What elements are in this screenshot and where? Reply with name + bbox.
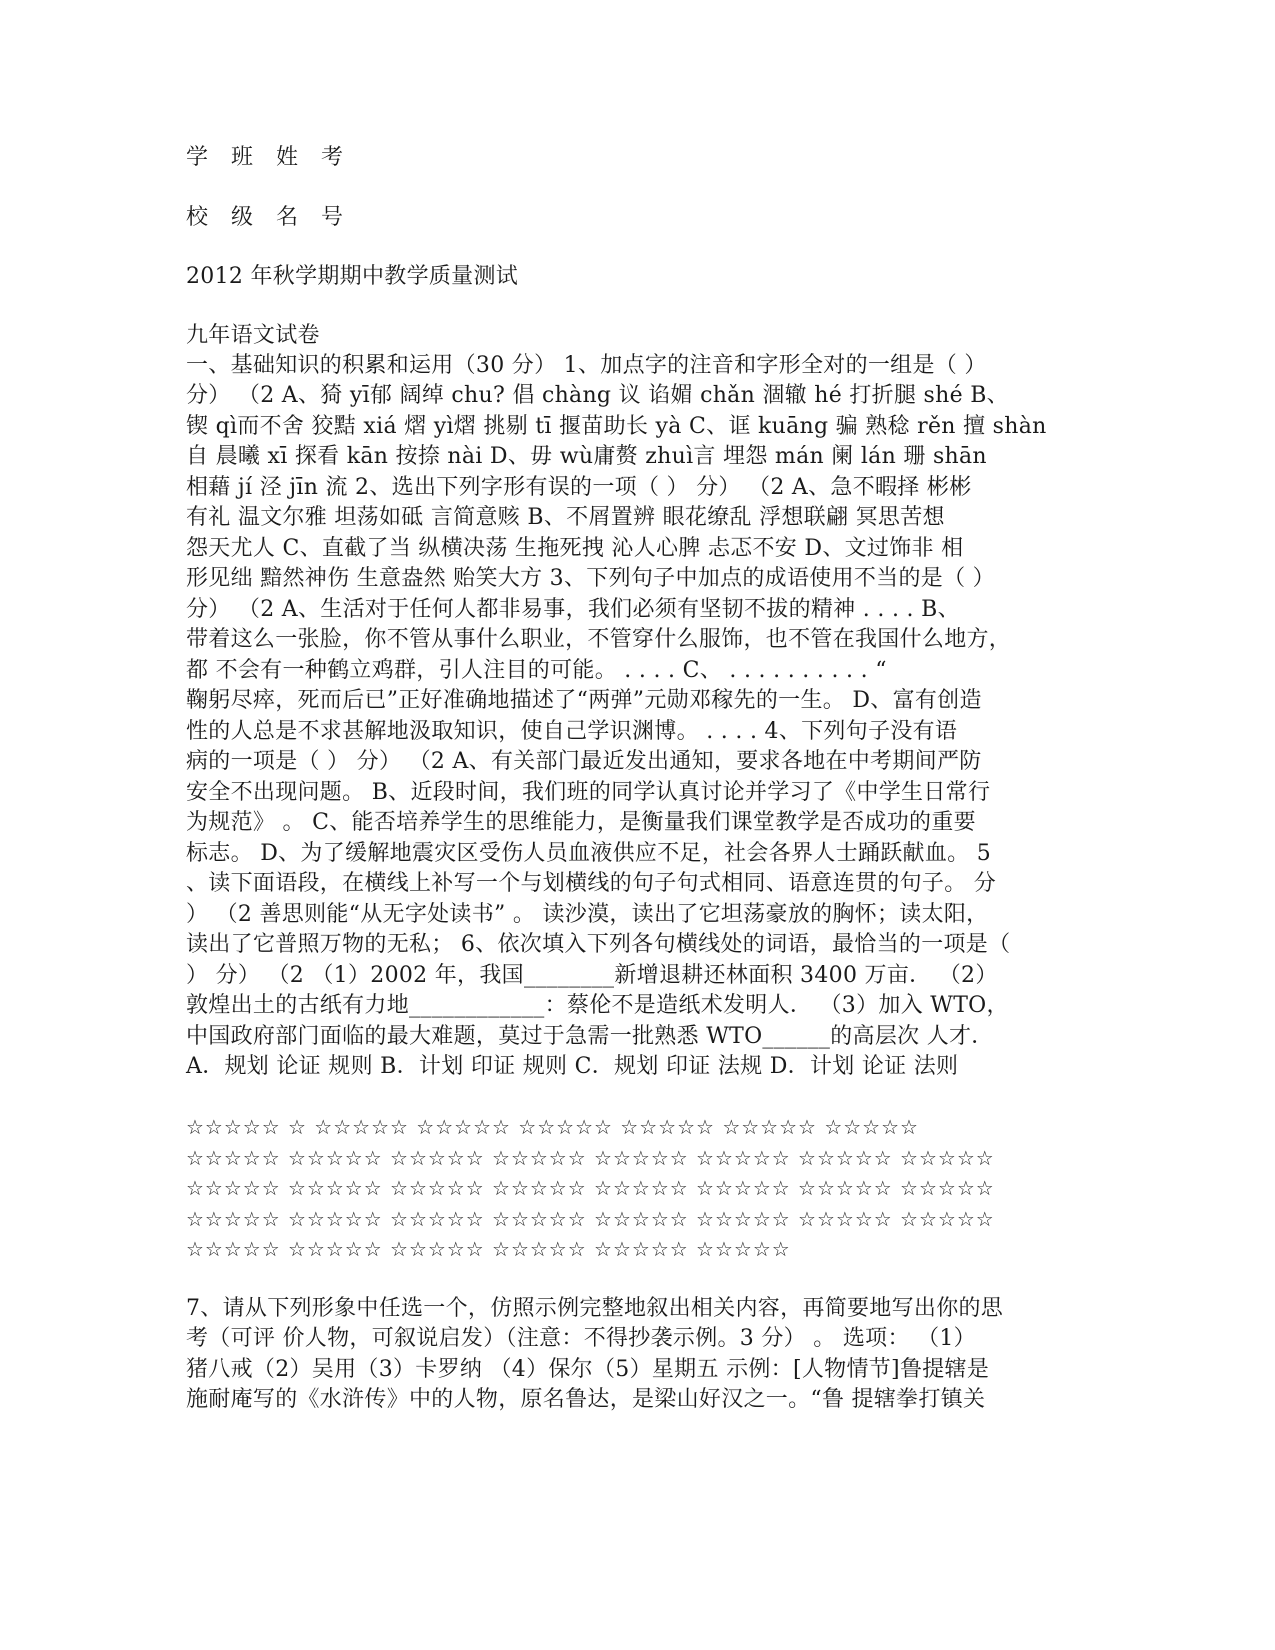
header-row-1: 学 班 姓 考 <box>186 145 351 170</box>
body-line: 为规范》 。 C、能否培养学生的思维能力，是衡量我们课堂教学是否成功的重要 <box>186 810 976 835</box>
body-line: 分） （2 A、生活对于任何人都非易事，我们必须有坚韧不拔的精神 . . . . B、 <box>186 597 960 622</box>
body-line: ） （2 善思则能“从无字处读书” 。 读沙漠，读出了它坦荡豪放的胸怀；读太阳， <box>186 902 989 927</box>
body-line: A．规划 论证 规则 B．计划 印证 规则 C．规划 印证 法规 D．计划 论证 法则 <box>186 1054 959 1079</box>
exam-title: 2012 年秋学期期中教学质量测试 <box>186 264 519 289</box>
body-line: 都 不会有一种鹤立鸡群，引人注目的可能。 . . . . C、 . . . . . . . . . . “ <box>186 658 887 683</box>
body-line: 形见绌 黯然神伤 生意盎然 贻笑大方 3、下列句子中加点的成语使用不当的是（ ） <box>186 566 995 591</box>
star-rating-line: ☆☆☆☆☆ ☆ ☆☆☆☆☆ ☆☆☆☆☆ ☆☆☆☆☆ ☆☆☆☆☆ ☆☆☆☆☆ ☆☆☆☆☆ <box>186 1115 919 1139</box>
star-rating-line: ☆☆☆☆☆ ☆☆☆☆☆ ☆☆☆☆☆ ☆☆☆☆☆ ☆☆☆☆☆ ☆☆☆☆☆ ☆☆☆☆☆ ☆☆☆☆☆ <box>186 1176 995 1200</box>
exam-subtitle: 九年语文试卷 <box>186 323 320 348</box>
star-rating-line: ☆☆☆☆☆ ☆☆☆☆☆ ☆☆☆☆☆ ☆☆☆☆☆ ☆☆☆☆☆ ☆☆☆☆☆ ☆☆☆☆☆ ☆☆☆☆☆ <box>186 1207 995 1231</box>
header-row-2: 校 级 名 号 <box>186 205 351 230</box>
body-line: 读出了它普照万物的无私； 6、依次填入下列各句横线处的词语，最恰当的一项是（ <box>186 932 1011 957</box>
body-line: 分） （2 A、猗 yī郁 阔绰 chu? 倡 chàng 议 谄媚 chǎn 涸辙 hé 打折腿 shé B、 <box>186 383 1009 408</box>
body-line: 鞠躬尽瘁，死而后已”正好准确地描述了“两弹”元勋邓稼先的一生。 D、富有创造 <box>186 688 982 713</box>
question-7-line: 考（可评 价人物，可叙说启发）（注意：不得抄袭示例。3 分） 。 选项： （1） <box>186 1326 976 1351</box>
body-line: 带着这么一张脸，你不管从事什么职业，不管穿什么服饰，也不管在我国什么地方， <box>186 627 1012 652</box>
body-line: 性的人总是不求甚解地汲取知识，使自己学识渊博。 . . . . 4、下列句子没有语 <box>186 719 958 744</box>
body-line: 标志。 D、为了缓解地震灾区受伤人员血液供应不足，社会各界人士踊跃献血。 5 <box>186 841 992 866</box>
question-7-line: 7、请从下列形象中任选一个，仿照示例完整地叙出相关内容，再简要地写出你的思 <box>186 1296 1004 1321</box>
question-7-line: 猪八戒（2）吴用（3）卡罗纳 （4）保尔（5）星期五 示例：[人物情节]鲁提辖是 <box>186 1357 990 1382</box>
star-rating-line: ☆☆☆☆☆ ☆☆☆☆☆ ☆☆☆☆☆ ☆☆☆☆☆ ☆☆☆☆☆ ☆☆☆☆☆ ☆☆☆☆☆ ☆☆☆☆☆ <box>186 1146 995 1170</box>
body-line: 怨天尤人 C、直截了当 纵横决荡 生拖死拽 沁人心脾 忐忑不安 D、文过饰非 相 <box>186 536 964 561</box>
body-line: 安全不出现问题。 B、近段时间，我们班的同学认真讨论并学习了《中学生日常行 <box>186 780 991 805</box>
body-line: 自 晨曦 xī 探看 kān 按捺 nài D、毋 wù庸赘 zhuì言 埋怨 mán 阑 lán 珊 shān <box>186 444 987 469</box>
body-line: 有礼 温文尔雅 坦荡如砥 言简意赅 B、不屑置辨 眼花缭乱 浮想联翩 冥思苦想 <box>186 505 945 530</box>
question-7-line: 施耐庵写的《水浒传》中的人物，原名鲁达，是梁山好汉之一。“鲁 提辖拳打镇关 <box>186 1387 986 1412</box>
body-line: ） 分） （2 （1）2002 年，我国________新增退耕还林面积 3400 万亩． （2） <box>186 963 998 988</box>
body-line: 病的一项是（ ） 分） （2 A、有关部门最近发出通知，要求各地在中考期间严防 <box>186 749 982 774</box>
body-line: 中国政府部门面临的最大难题，莫过于急需一批熟悉 WTO______的高层次 人才． <box>186 1024 994 1049</box>
body-line: 、读下面语段，在横线上补写一个与划横线的句子句式相同、语意连贯的句子。 分 <box>186 871 997 896</box>
body-line: 敦煌出土的古纸有力地____________：蔡伦不是造纸术发明人． （3）加入 WTO， <box>186 993 1009 1018</box>
star-rating-line: ☆☆☆☆☆ ☆☆☆☆☆ ☆☆☆☆☆ ☆☆☆☆☆ ☆☆☆☆☆ ☆☆☆☆☆ <box>186 1237 791 1261</box>
body-line: 锲 qì而不舍 狡黠 xiá 熠 yì熠 挑剔 tī 揠苗助长 yà C、诓 kuāng 骗 熟稔 rěn 擅 shàn <box>186 414 1047 439</box>
body-line: 一、基础知识的积累和运用（30 分） 1、加点字的注音和字形全对的一组是（ ） <box>186 353 987 378</box>
body-line: 相藉 jí 泾 jīn 流 2、选出下列字形有误的一项（ ） 分） （2 A、急不暇择 彬彬 <box>186 475 972 500</box>
